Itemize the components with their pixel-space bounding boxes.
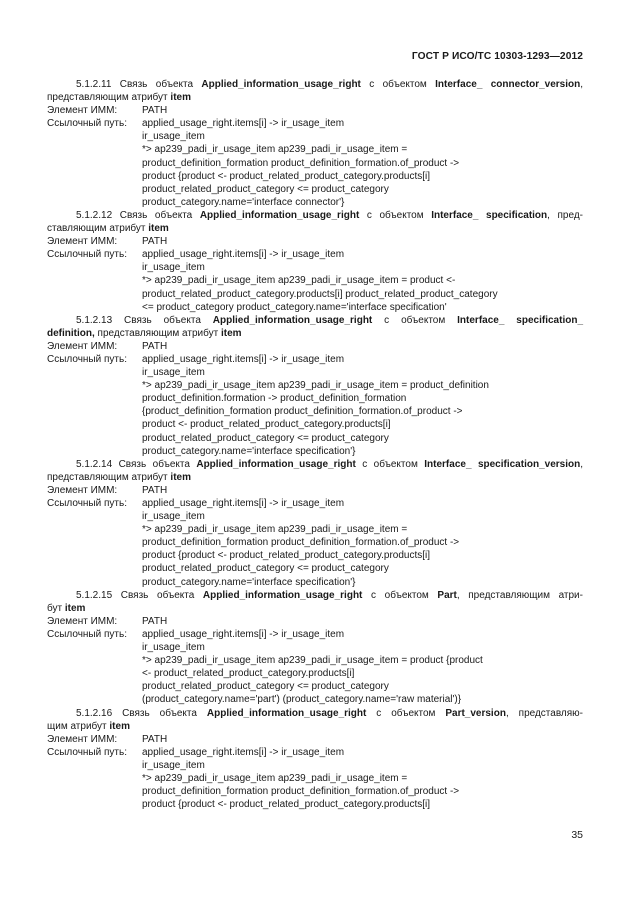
path-line: *> ap239_padi_ir_usage_item ap239_padi_ir_usage_item = product <- [142,275,456,287]
path-line: <- product_related_product_category.products[i] [142,668,355,680]
element-row [47,104,583,117]
entity-name: Applied_information_usage_right [199,209,360,221]
element-row [47,733,583,746]
path-line: applied_usage_right.items[i] -> ir_usage_item [142,498,345,509]
clause-heading-line [47,471,583,484]
path-line: *> ap239_padi_ir_usage_item ap239_padi_ir_usage_item = [142,144,408,156]
path-label: Ссылочный путь: [47,249,127,261]
clause-text: , [580,458,583,470]
clause-heading-line [47,458,583,471]
entity-name: Applied_information_usage_right [201,79,361,90]
path-line: applied_usage_right.items[i] -> ir_usage_item [142,118,345,130]
path-line: ir_usage_item [142,262,205,274]
clause-heading-line [47,589,583,602]
path-label: Ссылочный путь: [47,118,127,130]
clause-text: , [580,79,584,90]
path-line: product {product <- product_related_product_category.products[i] [142,550,431,562]
path-line: applied_usage_right.items[i] -> ir_usage_item [142,628,345,640]
entity-name: Applied_information_usage_right [196,458,356,470]
entity-name: Applied_information_usage_right [212,314,373,326]
element-label: Элемент ИММ: [47,105,118,117]
path-line: applied_usage_right.items[i] -> ir_usage_item [142,249,345,261]
clause-text: с объектом [362,589,438,601]
path-line: product {product <- product_related_product_category.products[i] [142,799,431,811]
path-line: ir_usage_item [142,511,205,523]
path-line: (product_category.name='part') (product_category.name='raw material')} [142,694,462,706]
clause-text: , пред- [547,209,583,221]
path-line: ir_usage_item [142,131,205,143]
element-value: PATH [142,340,168,352]
element-value: PATH [142,733,168,745]
path-line: product <- product_related_product_category.products[i] [142,419,391,431]
path-line: product_category.name='interface specification'} [142,576,356,588]
clause-section [47,589,583,707]
clause-heading-line [47,91,583,104]
path-line: applied_usage_right.items[i] -> ir_usage_item [142,746,345,758]
path-line: product_related_product_category.products[i] product_related_product_category [142,288,498,300]
path-row [47,353,583,458]
path-row [47,497,583,589]
clause-heading-line [47,602,583,615]
element-value: PATH [142,484,168,496]
entity-name: item [109,720,130,732]
path-row [47,746,583,811]
clause-text: щим атрибут [47,720,110,732]
path-lines [142,353,583,458]
clause-heading-line [47,327,583,340]
clause-heading-line [47,314,583,327]
clause-text: с объектом [372,314,458,326]
path-lines [142,248,583,313]
path-line: {product_definition_formation product_definition_formation.of_product -> [142,406,463,418]
path-line: product_category.name='interface specification'} [142,445,356,457]
path-line: product_related_product_category <= product_category [142,432,389,444]
path-line: *> ap239_padi_ir_usage_item ap239_padi_ir_usage_item = [142,524,408,536]
element-label: Элемент ИММ: [47,733,118,745]
clause-text: , представляющим атри- [456,589,583,601]
clause-heading-line [47,707,583,720]
clause-section [47,209,583,314]
entity-name: Interface_ connector_version [435,79,581,90]
document-body [47,78,583,811]
entity-name: Part_version [445,707,506,719]
standard-header: ГОСТ Р ИСО/ТС 10303-1293—2012 [411,51,583,62]
element-label: Элемент ИММ: [47,236,118,248]
path-lines [142,746,583,811]
clause-text: ставляющим атрибут [47,223,149,235]
path-row [47,117,583,209]
path-line: *> ap239_padi_ir_usage_item ap239_padi_ir_usage_item = product {product [142,655,483,667]
entity-name: item [170,471,191,483]
clause-text: 5.1.2.11 Связь объекта [76,79,202,90]
path-label: Ссылочный путь: [47,746,127,758]
clause-text: 5.1.2.12 Связь объекта [76,209,200,221]
entity-name: Part [437,589,457,601]
clause-text: бут [47,602,65,614]
path-line: product_related_product_category <= product_category [142,183,389,195]
path-line: *> ap239_padi_ir_usage_item ap239_padi_ir_usage_item = [142,772,408,784]
entity-name: item [64,602,86,614]
element-value: PATH [142,236,168,248]
entity-name: Interface_ specification [431,209,548,221]
element-label: Элемент ИММ: [47,484,118,496]
path-line: *> ap239_padi_ir_usage_item ap239_padi_ir_usage_item = product_definition [142,380,489,392]
clause-heading-line [47,222,583,235]
entity-name: item [220,327,242,339]
path-line: product_definition_formation product_definition_formation.of_product -> [142,157,460,169]
clause-text: представляющим атрибут [47,471,171,483]
path-line: product_category.name='interface connector'} [142,196,345,208]
clause-text: 5.1.2.16 Связь объекта [76,707,207,719]
clause-heading-line [47,720,583,733]
clause-text: представляющим атрибут [47,92,171,104]
element-row [47,235,583,248]
clause-text: с объектом [360,79,436,90]
clause-section [47,458,583,589]
element-row [47,340,583,353]
path-line: product_related_product_category <= product_category [142,563,389,575]
path-lines [142,117,583,209]
path-line: product {product <- product_related_product_category.products[i] [142,170,431,182]
path-row [47,628,583,707]
element-value: PATH [142,615,168,627]
clause-text: с объектом [359,209,432,221]
clause-text: с объектом [355,458,425,470]
path-line: ir_usage_item [142,367,205,379]
clause-section [47,314,583,458]
path-line: product_related_product_category <= product_category [142,681,389,693]
element-value: PATH [142,105,168,117]
path-line: product_definition.formation -> product_definition_formation [142,393,407,405]
clause-heading-line [47,78,583,91]
path-line: ir_usage_item [142,759,205,771]
entity-name: definition, [47,327,95,339]
path-line: ir_usage_item [142,642,205,654]
element-label: Элемент ИММ: [47,615,118,627]
path-line: applied_usage_right.items[i] -> ir_usage_item [142,353,345,365]
element-row [47,615,583,628]
entity-name: Interface_ specification_version [424,458,581,470]
element-row [47,484,583,497]
entity-name: Applied_information_usage_right [202,589,363,601]
clause-text: 5.1.2.15 Связь объекта [76,589,203,601]
path-row [47,248,583,313]
clause-text: с объектом [366,707,446,719]
entity-name: Applied_information_usage_right [206,707,367,719]
path-lines [142,497,583,589]
entity-name: item [148,223,169,235]
path-lines [142,628,583,707]
path-line: product_definition_formation product_definition_formation.of_product -> [142,786,460,798]
entity-name: item [170,92,191,104]
path-label: Ссылочный путь: [47,628,127,640]
path-line: <= product_category product_category.name='interface specification' [142,301,447,313]
path-label: Ссылочный путь: [47,353,127,365]
entity-name: Interface_ specification_ [457,314,583,326]
clause-text: 5.1.2.13 Связь объекта [76,314,213,326]
path-line: product_definition_formation product_definition_formation.of_product -> [142,537,460,549]
clause-section [47,707,583,812]
clause-text: 5.1.2.14 Связь объекта [76,458,197,470]
page-number: 35 [571,829,583,841]
clause-text: представляющим атрибут [94,327,221,339]
element-label: Элемент ИММ: [47,340,118,352]
clause-text: , представляю- [505,707,584,719]
clause-heading-line [47,209,583,222]
clause-section [47,78,583,209]
path-label: Ссылочный путь: [47,498,127,509]
